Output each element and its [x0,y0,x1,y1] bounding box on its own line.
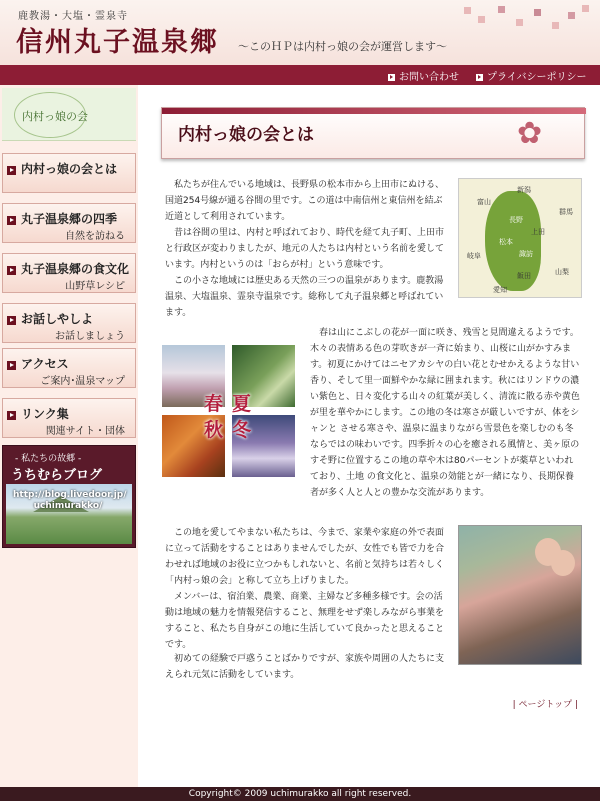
members-photo [458,525,582,665]
intro-paragraph-3: この小さな地域には歴史ある天然の三つの温泉があります。鹿教湯温泉、大塩温泉、霊泉寺温泉です。総称して丸子温泉郷と呼ばれています。 [165,276,444,318]
sidebar-item-talk[interactable] [2,303,136,343]
arrow-icon [7,266,16,275]
footer-copyright: Copyright© 2009 uchimurakko all right reserved. [0,787,600,801]
blog-url-line2: uchimurakko/ [33,501,103,511]
seasons-paragraph: 春は山にこぶしの花が一面に咲き、残雪と見間違えるようです。木々の表情ある色の芽吹きが一斉に始まり、山桜に山がかすみます。初夏にかけてはニセアカシヤの白い花とむせかえるような甘い香り、そして里一面鮮やかな緑に囲まれます。秋にはリンドウの濃い紫色と、日々変化する山々の紅葉が美しく、清流に散る赤や黄色が里を華やかにします。この地の冬は寒さが厳しいですが、体をシャンと させる寒さや、温泉に温まりながら雪景色を楽しむのも冬ならではの味わいです。四季折々の心を癒される風情と、美ヶ原のすそ野に位置するこの地の草や木は80パーセントが薬草といわれており、土地 の食文化と、温泉の効能とが一緒になり、長期保養者が多く人と人との豊かな交流があります。 [310,328,580,498]
region-map [458,178,582,298]
arrow-icon [7,361,16,370]
intro-paragraph-2: 昔は谷間の里は、内村と呼ばれており、時代を経て丸子町、上田市と行政区が変わりましたが、地元の人たちは内村という名前を愛しています。内村というのは「おらが村」という意味です。 [165,228,445,270]
sidebar-item-sublabel: ご案内･温泉マップ [40,376,125,387]
arrow-icon [476,74,483,81]
map-label: 富山 [477,198,491,206]
privacy-link[interactable] [476,68,587,83]
map-label: 諏訪 [519,250,533,258]
map-label: 飯田 [517,272,531,280]
flower-icon: ✿ [517,116,543,151]
map-label: 山梨 [555,268,569,276]
blog-banner[interactable] [2,445,136,548]
sidebar-item-seasons[interactable] [2,203,136,243]
sidebar-item-food[interactable] [2,253,136,293]
person-face [551,550,575,576]
map-label: 新潟 [517,186,531,194]
blog-title: うちむらブログ [11,468,103,483]
map-label: 岐阜 [467,252,481,260]
blog-url [13,490,127,512]
sidebar [0,85,138,801]
members-paragraph-2: メンバーは、宿泊業、農業、商業、主婦など多種多様です。会の活動は地域の魅力を情報発信すること、無理をせず楽しみながら事業をすること、私たち自身がこの地に生活していて良かったと思えることです。 [165,592,445,650]
map-label: 上田 [531,228,545,236]
blog-url-line1: http://blog.livedoor.jp/ [13,490,127,500]
page-title-box [161,107,585,159]
sidebar-item-label: 丸子温泉郷の食文化 [21,262,130,276]
site-title[interactable]: 信州丸子温泉郷 [16,27,219,58]
map-label: 群馬 [559,208,573,216]
four-seasons-collage [162,345,297,480]
map-label: 長野 [509,216,523,224]
logo-text: 内村っ娘の会 [22,110,88,123]
sidebar-item-about[interactable] [2,153,136,193]
decorative-squares [454,4,594,34]
site-header [0,0,600,65]
sidebar-item-sublabel: お話しましょう [55,331,125,342]
autumn-kanji: 秋 [204,419,224,441]
arrow-icon [7,216,16,225]
logo[interactable] [2,88,136,141]
page-top-link[interactable]: | ページトップ | [512,700,578,710]
site-tagline: 〜このＨＰは内村っ娘の会が運営します〜 [238,40,447,53]
main-content [140,85,600,801]
summer-kanji: 夏 [232,393,252,415]
members-paragraph-3: 初めての経験で戸惑うことばかりですが、家族や周囲の人たちに支えられ元気に活動をしています。 [165,654,445,680]
contact-link[interactable] [388,68,459,83]
map-label: 松本 [499,238,513,246]
title-accent-bar [162,108,586,114]
arrow-icon [388,74,395,81]
sidebar-item-sublabel: 自然を訪ねる [65,231,125,242]
privacy-label: プライバシーポリシー [487,72,587,83]
sidebar-item-links[interactable] [2,398,136,438]
sidebar-item-sublabel: 山野草レシピ [65,281,125,292]
blog-tag: - 私たちの故郷 - [15,454,82,464]
sidebar-item-label: アクセス [21,357,69,371]
winter-kanji: 冬 [232,419,252,441]
arrow-icon [7,166,16,175]
sidebar-item-label: 丸子温泉郷の四季 [21,212,118,226]
intro-paragraph-1: 私たちが住んでいる地域は、長野県の松本市から上田市にぬける、国道254号線が通る谷間の里です。この道は中南信州と東信州を結ぶ近道として利用されています。 [165,180,445,222]
arrow-icon [7,411,16,420]
map-label: 愛知 [493,286,507,294]
contact-label: お問い合わせ [399,72,459,83]
arrow-icon [7,316,16,325]
top-nav [0,65,600,85]
site-subtitle: 鹿教湯・大塩・霊泉寺 [18,11,128,22]
page-title: 内村っ娘の会とは [178,125,314,145]
sidebar-item-label: 内村っ娘の会とは [21,162,118,176]
sidebar-item-label: リンク集 [21,407,69,421]
sidebar-item-access[interactable] [2,348,136,388]
sidebar-item-label: お話しやしよ [21,312,94,326]
spring-kanji: 春 [204,393,224,415]
sidebar-item-sublabel: 関連サイト・団体 [45,426,125,437]
nagano-shape [485,191,541,291]
members-paragraph-1: この地を愛してやまない私たちは、今まで、家業や家庭の外で表面に立って活動をすることはありませんでしたが、女性でも皆で力を合わせれば地域のお役に立つかもしれないと、名前と気持ちは若々しく「内村っ娘の会」と称して立ち上げりました。 [165,528,445,586]
